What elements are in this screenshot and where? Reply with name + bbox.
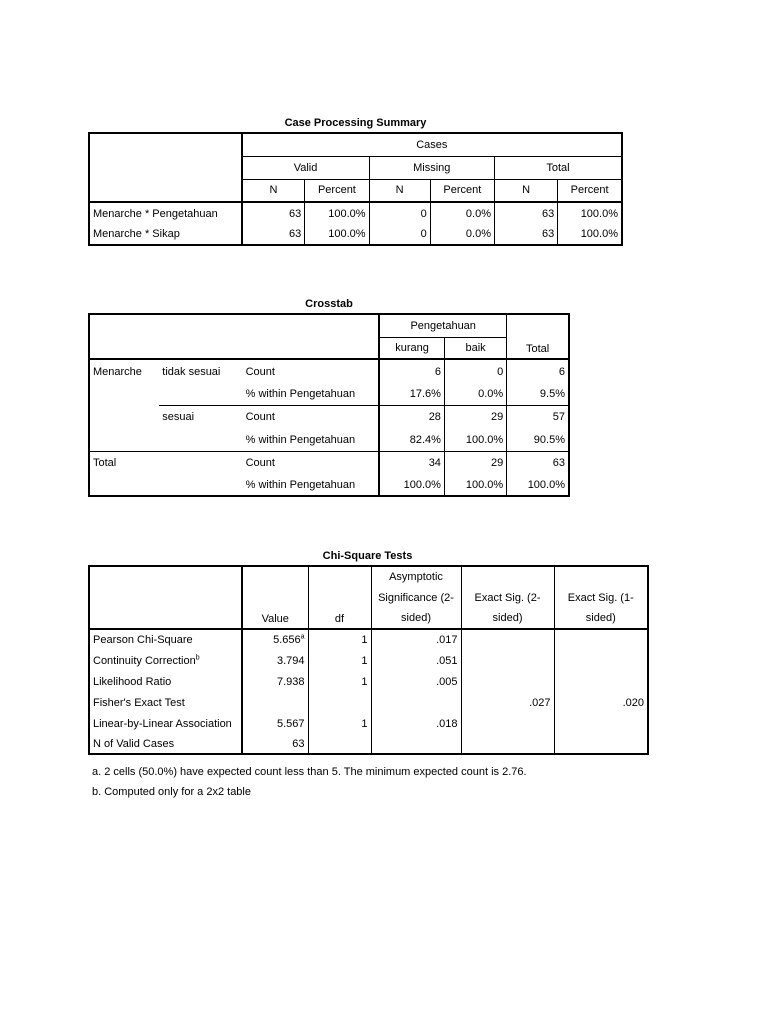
value-header: Value [242, 566, 308, 629]
exact2-cell [461, 734, 554, 754]
row-label: Menarche * Sikap [93, 228, 180, 240]
asymp-header-line: sided) [371, 608, 461, 629]
stat-label: Count [243, 405, 380, 429]
exact1-cell [554, 671, 648, 692]
asymp-header-line: Asymptotic [371, 566, 461, 587]
asymp-cell: .017 [371, 629, 461, 650]
stat-label: Count [243, 359, 380, 383]
chi-square-title: Chi-Square Tests [322, 550, 413, 562]
df-cell: 1 [308, 629, 371, 650]
exact1-cell [554, 650, 648, 671]
exact2-header-line: sided) [461, 608, 554, 629]
cell: 9.5% [507, 383, 569, 405]
group-header-total: Total [494, 156, 622, 179]
df-cell: 1 [308, 671, 371, 692]
cell: 28 [379, 405, 444, 429]
table-row [89, 650, 648, 671]
case-processing-title: Case Processing Summary [284, 117, 427, 129]
cell: 29 [444, 405, 506, 429]
value-cell: 5.567 [242, 713, 308, 734]
cell: 0.0% [444, 383, 506, 405]
group-label: sesuai [159, 405, 242, 429]
exact1-cell [554, 629, 648, 650]
cell: 100.0% [379, 474, 444, 496]
cell: 63 [507, 451, 569, 474]
pengetahuan-header: Pengetahuan [379, 314, 507, 337]
col-header: Percent [305, 179, 369, 202]
header-blank [461, 566, 554, 587]
footnote-b: b. Computed only for a 2x2 table [92, 786, 251, 798]
table-row [89, 224, 622, 245]
asymp-cell: .005 [371, 671, 461, 692]
df-header: df [308, 566, 371, 629]
cell: 0 [369, 224, 430, 245]
col-header: N [369, 179, 430, 202]
cell: 100.0% [444, 474, 506, 496]
exact2-cell [461, 713, 554, 734]
cell: 100.0% [558, 202, 622, 224]
corner-cell [89, 133, 242, 202]
cell: 100.0% [558, 224, 622, 245]
corner-cell [89, 314, 379, 359]
footnote-a: a. 2 cells (50.0%) have expected count less than 5. The minimum expected count is 2.76. [92, 766, 527, 778]
stat-label: % within Pengetahuan [245, 433, 356, 446]
table-row [89, 692, 648, 713]
table-row [89, 202, 622, 224]
group-label: tidak sesuai [159, 359, 242, 383]
table-row [89, 629, 648, 650]
value-cell: 3.794 [242, 650, 308, 671]
cell: 17.6% [379, 383, 444, 405]
df-cell: 1 [308, 713, 371, 734]
cell: 63 [242, 224, 305, 245]
group-header-valid: Valid [242, 156, 369, 179]
cell: 90.5% [507, 429, 569, 451]
crosstab-table [88, 313, 570, 497]
table-row [89, 474, 569, 496]
col-header-kurang: kurang [379, 337, 444, 359]
cell: 29 [444, 451, 506, 474]
test-label: Continuity Correction$^b$ [93, 653, 200, 667]
total-col-header: Total [507, 314, 569, 359]
cell: 100.0% [305, 202, 369, 224]
row-var-label: Menarche [89, 359, 159, 383]
cases-header: Cases [242, 133, 622, 156]
value-cell: 5.656$^a$ [242, 629, 308, 650]
stat-label: % within Pengetahuan [245, 387, 356, 400]
col-header-baik: baik [444, 337, 506, 359]
value-cell: 63 [242, 734, 308, 754]
asymp-cell [371, 692, 461, 713]
test-label: Fisher's Exact Test [93, 696, 185, 709]
row-label: Menarche * Pengetahuan [89, 202, 242, 224]
asymp-cell [371, 734, 461, 754]
exact2-cell [461, 671, 554, 692]
test-label: Linear-by-Linear Association [93, 717, 232, 730]
value-cell: 7.938 [242, 671, 308, 692]
exact1-header-line: Exact Sig. (1- [554, 587, 648, 608]
exact1-header-line: sided) [554, 608, 648, 629]
stat-label: % within Pengetahuan [245, 478, 356, 491]
exact2-header-line: Exact Sig. (2- [461, 587, 554, 608]
cell: 0.0% [430, 202, 494, 224]
asymp-cell: .051 [371, 650, 461, 671]
table-row [89, 451, 569, 474]
cell: 6 [379, 359, 444, 383]
test-label: Pearson Chi-Square [89, 629, 242, 650]
cell: 63 [494, 224, 557, 245]
col-header: N [242, 179, 305, 202]
cell: 100.0% [444, 429, 506, 451]
table-row [89, 671, 648, 692]
exact1-cell [554, 734, 648, 754]
cell: 82.4% [379, 429, 444, 451]
cell: 6 [507, 359, 569, 383]
table-row [89, 429, 569, 451]
case-processing-table [88, 132, 623, 246]
cell: 0 [369, 202, 430, 224]
header-blank [554, 566, 648, 587]
table-row [89, 359, 569, 383]
exact1-cell: .020 [554, 692, 648, 713]
asymp-cell: .018 [371, 713, 461, 734]
exact2-cell [461, 650, 554, 671]
cell: 63 [242, 202, 305, 224]
exact1-cell [554, 713, 648, 734]
total-row-label: Total [89, 451, 243, 474]
col-header: N [494, 179, 557, 202]
cell: 63 [494, 202, 557, 224]
df-cell [308, 692, 371, 713]
table-row [89, 405, 569, 429]
table-row [89, 713, 648, 734]
cell: 0.0% [430, 224, 494, 245]
test-label: N of Valid Cases [93, 737, 175, 750]
table-row [89, 383, 569, 405]
test-label: Likelihood Ratio [93, 675, 172, 688]
cell: 34 [379, 451, 444, 474]
exact2-cell [461, 629, 554, 650]
asymp-header-line: Significance (2- [371, 587, 461, 608]
col-header: Percent [430, 179, 494, 202]
group-header-missing: Missing [369, 156, 494, 179]
cell: 100.0% [507, 474, 569, 496]
cell: 57 [507, 405, 569, 429]
df-cell [308, 734, 371, 754]
chi-square-table [88, 565, 649, 755]
cell: 0 [444, 359, 506, 383]
cell: 100.0% [305, 224, 369, 245]
exact2-cell: .027 [461, 692, 554, 713]
table-row [89, 734, 648, 754]
corner-cell [89, 566, 242, 629]
col-header: Percent [558, 179, 622, 202]
df-cell: 1 [308, 650, 371, 671]
crosstab-title: Crosstab [305, 298, 353, 310]
stat-label: Count [243, 451, 380, 474]
value-cell [242, 692, 308, 713]
